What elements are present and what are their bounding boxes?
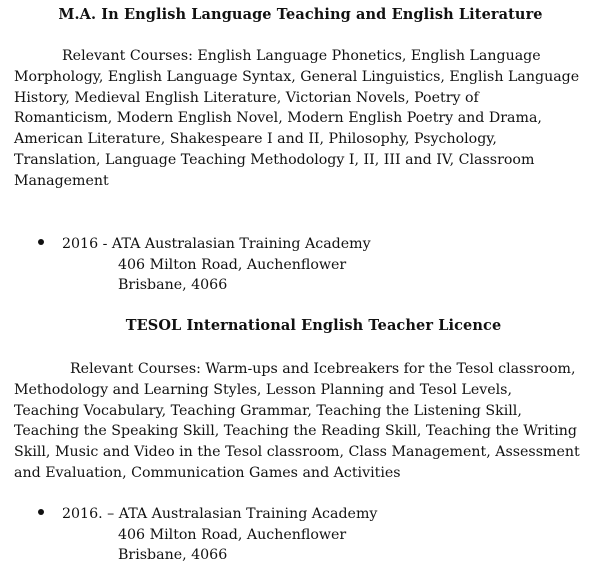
certificate-title-tesol: TESOL International English Teacher Licence (125, 317, 502, 334)
entry-address-line2: Brisbane, 4066 (118, 277, 228, 294)
course-line: Translation, Language Teaching Methodology I, II, III and IV, Classroom (14, 151, 535, 168)
course-line: Teaching Vocabulary, Teaching Grammar, Teaching the Listening Skill, (14, 402, 522, 419)
entry-address-line2: Brisbane, 4066 (118, 547, 228, 564)
course-line: Romanticism, Modern English Novel, Modern English Poetry and Drama, (14, 110, 542, 127)
entry-dates-institution: 2016 - ATA Australasian Training Academy (62, 236, 371, 252)
course-line: American Literature, Shakespeare I and II, Philosophy, Psychology, (14, 131, 497, 148)
course-line: Skill, Music and Video in the Tesol classroom, Class Management, Assessment (14, 444, 580, 461)
bullet-icon (38, 509, 44, 515)
course-line: Teaching the Speaking Skill, Teaching the Reading Skill, Teaching the Writing (14, 423, 577, 440)
course-line: Morphology, English Language Syntax, General Linguistics, English Language (14, 68, 580, 85)
entry-address-line1: 406 Milton Road, Auchenflower (118, 256, 347, 273)
course-line: Relevant Courses: Warm-ups and Icebreakers for the Tesol classroom, (70, 361, 576, 377)
tesol-relevant-courses (14, 359, 594, 484)
entry-dates-institution: 2016. – ATA Australasian Training Academy (62, 506, 378, 522)
course-line: Management (14, 172, 109, 189)
course-line: History, Medieval English Literature, Victorian Novels, Poetry of (14, 89, 479, 106)
entry-address-line1: 406 Milton Road, Auchenflower (118, 526, 347, 543)
course-line: Methodology and Learning Styles, Lesson Planning and Tesol Levels, (14, 381, 512, 398)
course-line: Relevant Courses: English Language Phonetics, English Language (62, 48, 541, 64)
bullet-icon (38, 239, 44, 245)
course-line: and Evaluation, Communication Games and Activities (14, 464, 401, 481)
ma-relevant-courses (14, 46, 594, 192)
degree-title-ma: M.A. In English Language Teaching and English Literature (58, 6, 543, 23)
